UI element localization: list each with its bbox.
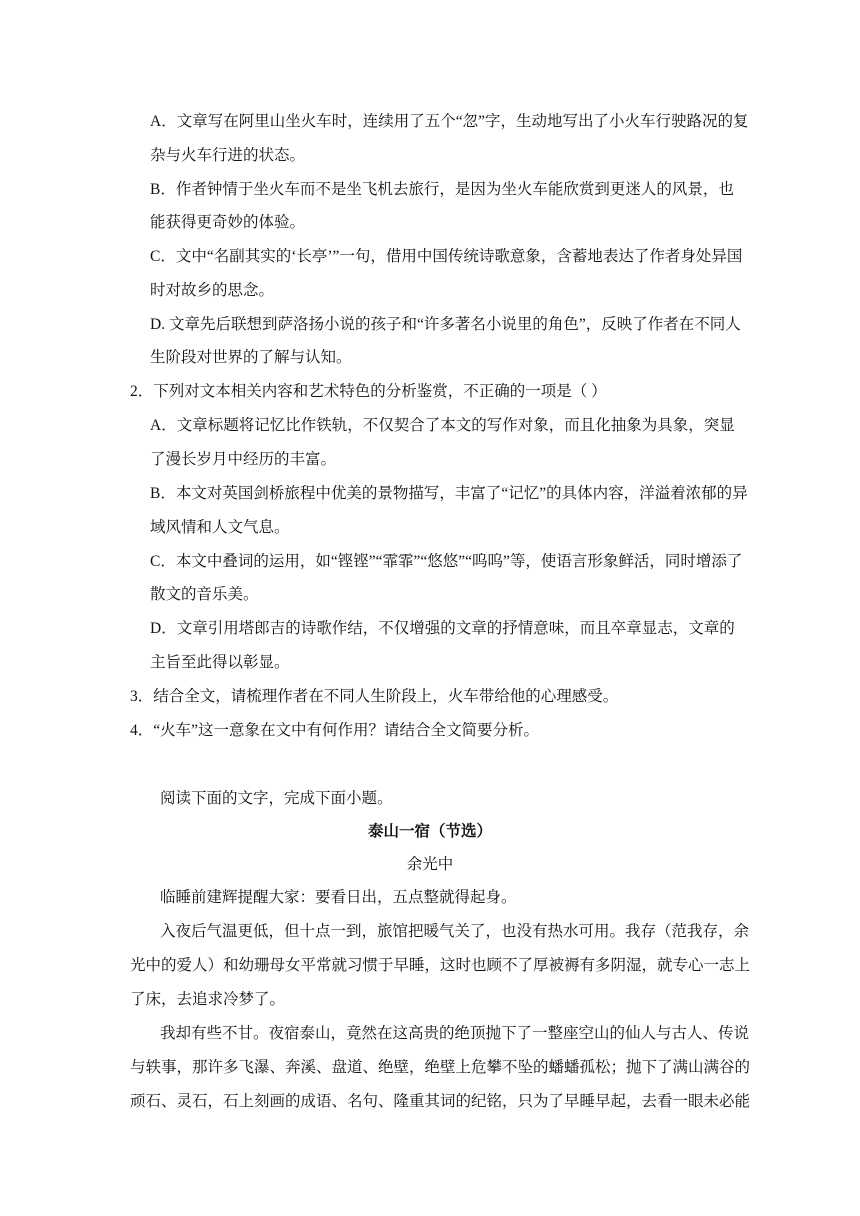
passage-line: 与轶事，那许多飞瀑、奔溪、盘道、绝壁，绝壁上危攀不坠的蟠蟠孤松；抛下了满山满谷的 xyxy=(130,1059,751,1076)
q1-option-a-line1: A．文章写在阿里山坐火车时，连续用了五个“忽”字，生动地写出了小火车行驶路况的复 xyxy=(150,113,749,130)
q1-option-c-line2: 时对故乡的思念。 xyxy=(150,282,275,299)
q1-option-a-line2: 杂与火车行进的状态。 xyxy=(150,147,306,164)
passage-line: 入夜后气温更低，但十点一到，旅馆把暖气关了，也没有热水可用。我存（范我存，余 xyxy=(160,923,750,940)
passage-line: 了床，去追求冷梦了。 xyxy=(130,991,286,1008)
q1-option-b-line1: B．作者钟情于坐火车而不是坐飞机去旅行，是因为坐火车能欣赏到更迷人的风景，也 xyxy=(150,181,734,198)
q2-stem: 2．下列对文本相关内容和艺术特色的分析鉴赏，不正确的一项是（ ） xyxy=(130,383,607,400)
passage-line: 顽石、灵石，石上刻画的成语、名句、隆重其词的纪铭，只为了早睡早起，去看一眼未必能 xyxy=(130,1093,751,1110)
q2-option-d-line1: D．文章引用塔郎吉的诗歌作结，不仅增强的文章的抒情意味，而且卒章显志，文章的 xyxy=(150,620,735,637)
q2-option-b-line2: 域风情和人文气息。 xyxy=(150,519,290,536)
passage-line: 我却有些不甘。夜宿泰山，竟然在这高贵的绝顶抛下了一整座空山的仙人与古人、传说 xyxy=(160,1025,750,1042)
reading-instruction: 阅读下面的文字，完成下面小题。 xyxy=(160,790,393,807)
q1-option-d-line2: 生阶段对世界的了解与认知。 xyxy=(150,349,352,366)
q2-option-b-line1: B．本文对英国剑桥旅程中优美的景物描写，丰富了“记忆”的具体内容，洋溢着浓郁的异 xyxy=(150,485,748,502)
passage-author: 余光中 xyxy=(406,856,454,873)
q2-option-c-line2: 散文的音乐美。 xyxy=(150,586,259,603)
question-4: 4．“火车”这一意象在文中有何作用？请结合全文简要分析。 xyxy=(130,722,540,739)
passage-line: 光中的爱人）和幼珊母女平常就习惯于早睡，这时也顾不了厚被褥有多阴湿，就专心一志上 xyxy=(130,957,751,974)
q2-option-c-line1: C．本文中叠词的运用，如“铿铿”“霏霏”“悠悠”“呜呜”等，使语言形象鲜活，同时增添了 xyxy=(150,553,743,570)
q1-option-c-line1: C．文中“名副其实的‘长亭’”一句，借用中国传统诗歌意象，含蓄地表达了作者身处异国 xyxy=(150,248,743,265)
q2-option-a-line2: 了漫长岁月中经历的丰富。 xyxy=(150,451,337,468)
question-3: 3．结合全文，请梳理作者在不同人生阶段上，火车带给他的心理感受。 xyxy=(130,688,619,705)
q1-option-d-line1: D. 文章先后联想到萨洛扬小说的孩子和“许多著名小说里的角色”，反映了作者在不同人 xyxy=(150,316,741,333)
q2-option-a-line1: A．文章标题将记忆比作铁轨，不仅契合了本文的写作对象，而且化抽象为具象，突显 xyxy=(150,417,735,434)
passage-line: 临睡前建辉提醒大家：要看日出，五点整就得起身。 xyxy=(160,889,517,906)
passage-title: 泰山一宿（节选） xyxy=(367,823,492,840)
q2-option-d-line2: 主旨至此得以彰显。 xyxy=(150,654,290,671)
q1-option-b-line2: 能获得更奇妙的体验。 xyxy=(150,214,306,231)
